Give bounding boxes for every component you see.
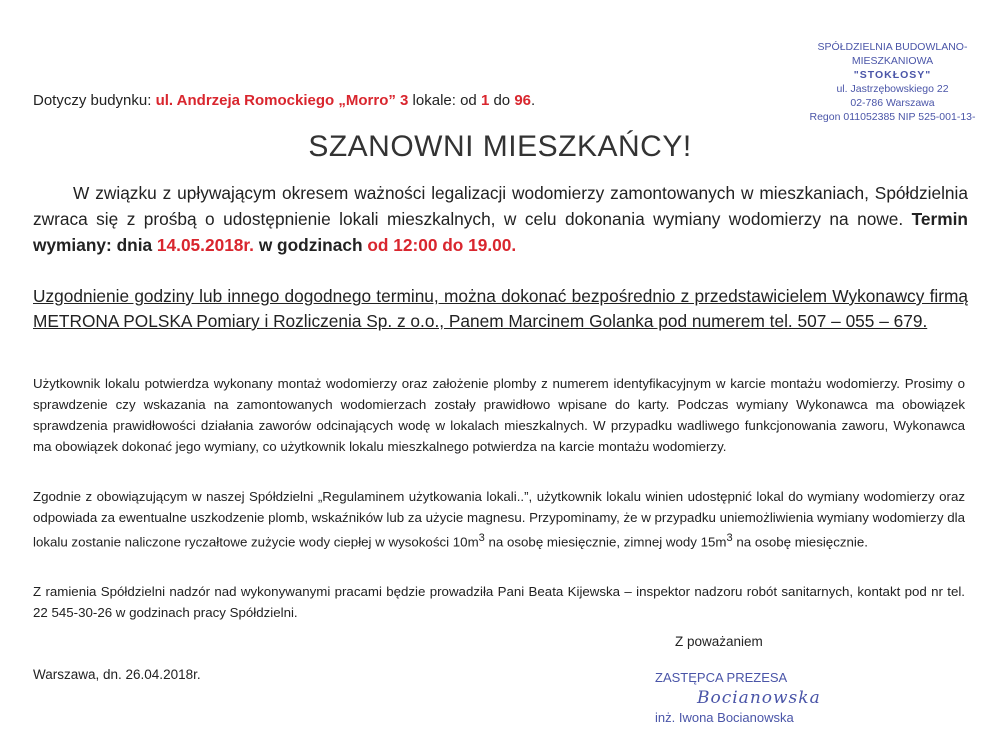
superscript-1: 3 <box>478 532 485 544</box>
signature-name: inż. Iwona Bocianowska <box>655 710 794 725</box>
regulations-text-c: na osobę miesięcznie. <box>732 534 868 550</box>
building-street: ul. Andrzeja Romockiego „Morro” 3 <box>155 92 409 109</box>
stamp-line-4: 02-786 Warszawa <box>850 97 935 109</box>
signature-role: ZASTĘPCA PREZESA <box>655 670 788 685</box>
building-prefix: Dotyczy budynku: <box>33 92 152 109</box>
cooperative-stamp <box>790 40 995 124</box>
contact-paragraph: Uzgodnienie godziny lub innego dogodnego terminu, można dokonać bezpośrednio z przedstawicielem Wykonawcy firmą METRONA POLSKA Pomiary i Rozliczenia Sp. z o.o., Panem Marcinem Golanka pod numerem tel. 507 – 055 – 679. <box>33 286 968 331</box>
lokale-to: 96 <box>514 92 531 109</box>
superscript-2: 3 <box>726 532 733 544</box>
announcement-paragraph <box>33 180 968 258</box>
stamp-line-1: SPÓŁDZIELNIA BUDOWLANO-MIESZKANIOWA <box>817 41 968 67</box>
signature-block <box>655 668 821 728</box>
regulations-text-a: Zgodnie z obowiązującym w naszej Spółdzielni „Regulaminem użytkowania lokali..”, użytkownik lokalu winien udostępnić lokal do wymiany wodomierzy oraz odpowiada za ewentualne uszkodzenie plomb, wskaźników lub za użycie magnesu. Przypominamy, że w przypadku uniemożliwienia wymiany wodomierzy dla lokalu zostanie naliczone ryczałtowe zużycie wody ciepłej w wysokości 10m <box>33 489 965 550</box>
lokale-from: 1 <box>480 92 490 109</box>
term-label: Termin wymiany: <box>33 209 968 255</box>
supervision-paragraph: Z ramienia Spółdzielni nadzór nad wykonywanymi pracami będzie prowadziła Pani Beata Kijewska – inspektor nadzoru robót sanitarnych, kontakt pod nr tel. 22 545-30-26 w godzinach pracy Spółdzielni. <box>33 584 965 620</box>
handwritten-signature: Bocianowska <box>697 688 821 708</box>
stamp-line-2: "STOKŁOSY" <box>853 69 932 81</box>
regulations-text-b: na osobę miesięcznie, zimnej wody 15m <box>484 534 727 550</box>
date-line: Warszawa, dn. 26.04.2018r. <box>33 667 201 682</box>
building-end: . <box>531 92 536 109</box>
lokale-to-label: do <box>493 92 511 109</box>
term-hours: od 12:00 do 19.00. <box>367 235 517 255</box>
stamp-line-3: ul. Jastrzębowskiego 22 <box>836 83 949 95</box>
hours-label: w godzinach <box>258 235 363 255</box>
term-date: 14.05.2018r. <box>156 235 254 255</box>
regards-line: Z poważaniem <box>675 634 763 649</box>
lokale-label: lokale: od <box>412 92 477 109</box>
regulations-paragraph <box>33 486 965 552</box>
stamp-line-5: Regon 011052385 NIP 525-001-13- <box>809 111 976 123</box>
page-title: SZANOWNI MIESZKAŃCY! <box>308 130 692 163</box>
installation-paragraph: Użytkownik lokalu potwierdza wykonany montaż wodomierzy oraz założenie plomby z numerem identyfikacyjnym w karcie montażu wodomierzy. Prosimy o sprawdzenie czy wskazania na zamontowanych wodomierzach zostały prawidłowo wpisane do karty. Podczas wymiany Wykonawca ma obowiązek sprawdzenia prawidłowości działania zaworów odcinających wodę w lokalach mieszkalnych. W przypadku wadliwego funkcjonowania zaworu, Wykonawca ma obowiązek dokonać jego wymiany, co użytkownik lokalu mieszkalnego potwierdza na karcie montażu wodomierzy. <box>33 376 965 454</box>
day-label: dnia <box>116 235 153 255</box>
building-line <box>33 92 535 109</box>
announcement-text: W związku z upływającym okresem ważności legalizacji wodomierzy zamontowanych w mieszkaniach, Spółdzielnia zwraca się z prośbą o udostępnienie lokali mieszkalnych, w celu dokonania wymiany wodomierzy na nowe. <box>33 183 968 229</box>
